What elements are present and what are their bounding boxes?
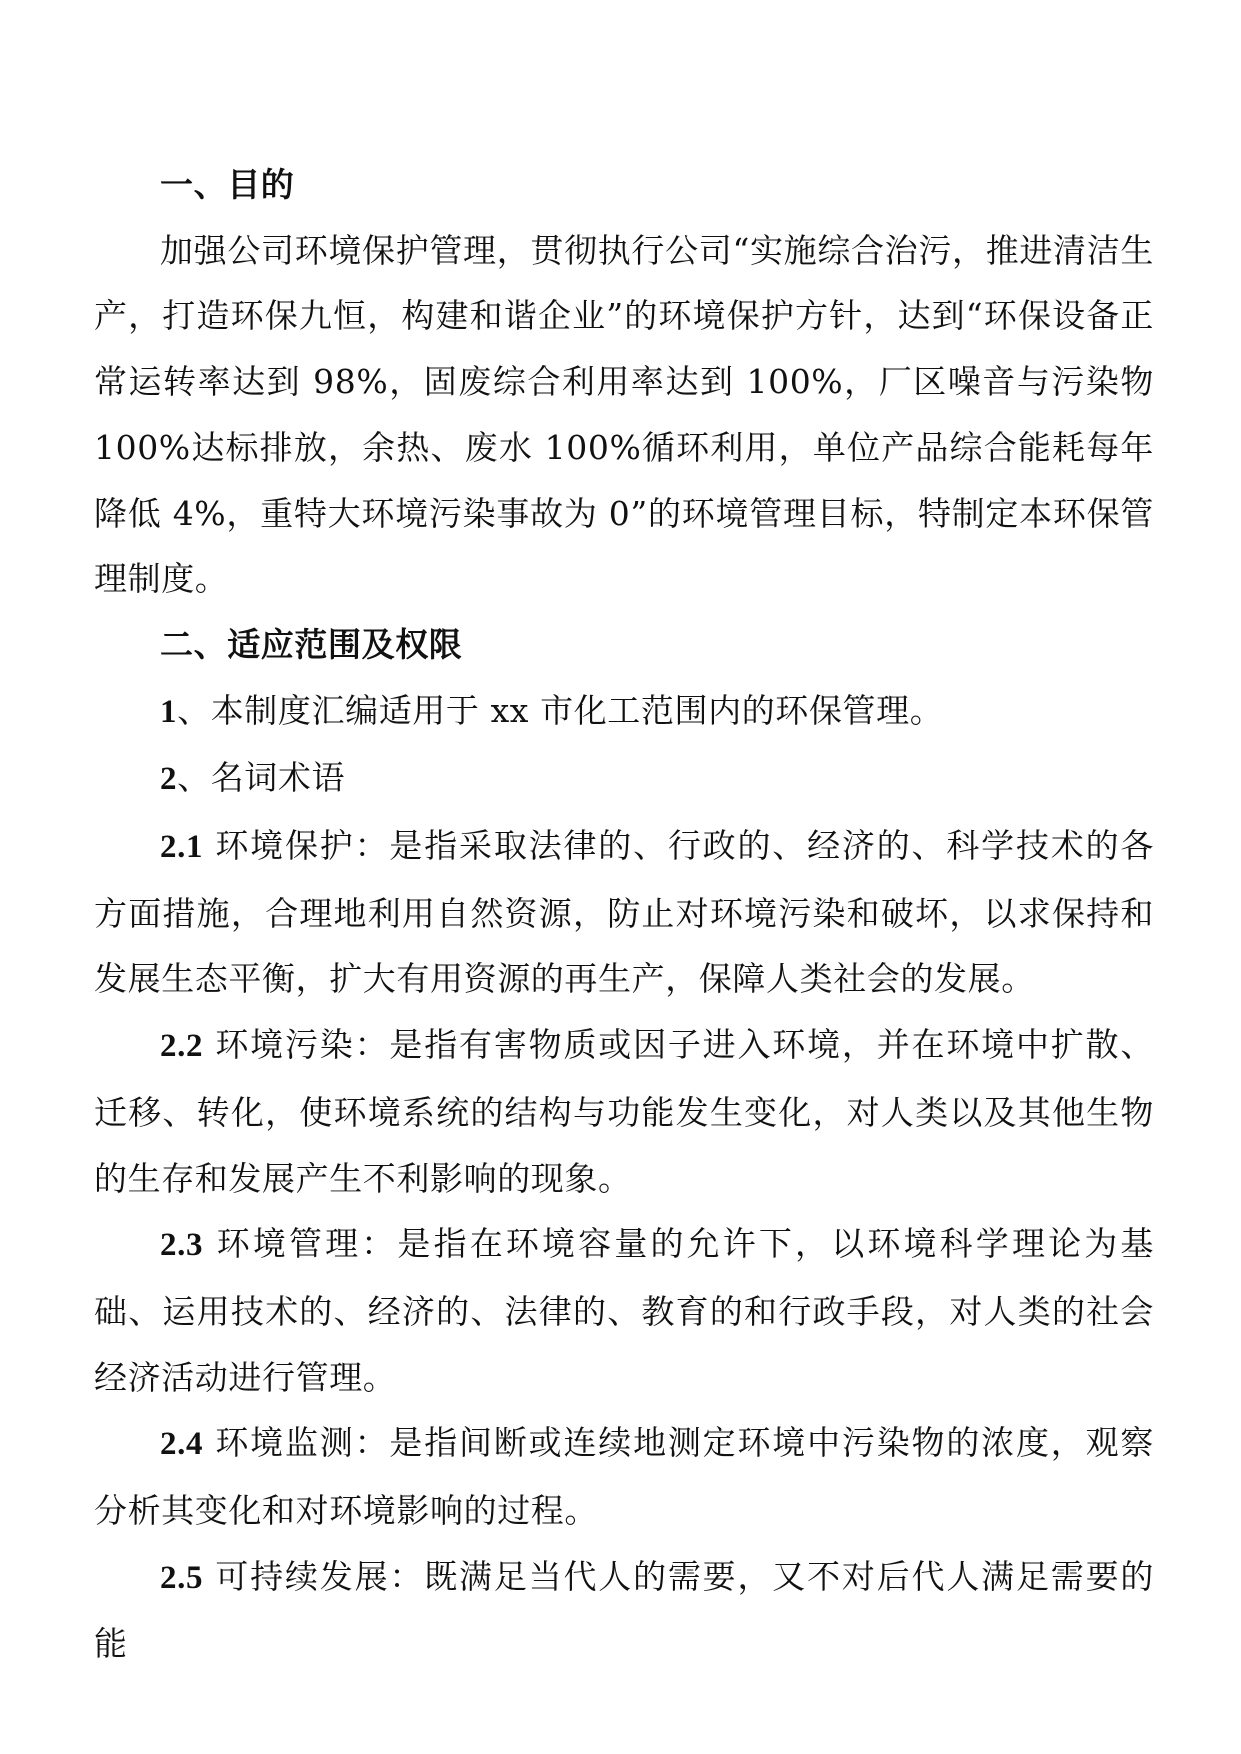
definition-text: 环境管理：是指在环境容量的允许下，以环境科学理论为基础、运用技术的、经济的、法律的、教育的和行政手段，对人类的社会经济活动进行管理。: [94, 1224, 1154, 1397]
definition-2-3: [94, 1211, 1154, 1410]
definition-number: 2.4: [160, 1426, 204, 1463]
definition-text: 环境污染：是指有害物质或因子进入环境，并在环境中扩散、迁移、转化，使环境系统的结构与功能发生变化，对人类以及其他生物的生存和发展产生不利影响的现象。: [94, 1025, 1154, 1198]
definition-number: 2.2: [160, 1028, 204, 1065]
item-number: 1: [160, 693, 178, 730]
scope-item-2: [94, 745, 1154, 813]
document-page: [94, 152, 1154, 1677]
scope-item-1: [94, 678, 1154, 746]
definition-2-2: [94, 1012, 1154, 1211]
definition-text: 环境保护：是指采取法律的、行政的、经济的、科学技术的各方面措施，合理地利用自然资源，防止对环境污染和破坏，以求保持和发展生态平衡，扩大有用资源的再生产，保障人类社会的发展。: [94, 826, 1154, 999]
section-heading-purpose: 一、目的: [160, 165, 295, 204]
definition-number: 2.1: [160, 829, 204, 866]
item-text: 、名词术语: [177, 758, 346, 798]
definition-text: 环境监测：是指间断或连续地测定环境中污染物的浓度，观察分析其变化和对环境影响的过程。: [94, 1423, 1154, 1531]
item-text: 、本制度汇编适用于 xx 市化工范围内的环保管理。: [177, 690, 944, 730]
definition-number: 2.3: [160, 1227, 204, 1264]
definition-text: 可持续发展：既满足当代人的需要，又不对后代人满足需要的能: [94, 1556, 1154, 1664]
definition-2-5: [94, 1544, 1154, 1677]
purpose-paragraph: 加强公司环境保护管理，贯彻执行公司“实施综合治污，推进清洁生产，打造环保九恒，构建和谐企业”的环境保护方针，达到“环保设备正常运转率达到 98%，固废综合利用率达到 100%，厂区噪音与污染物 100%达标排放，余热、废水 100%循环利用，单位产品综合能耗每年降低 4%，重特大环境污染事故为 0”的环境管理目标，特制定本环保管理制度。: [94, 230, 1154, 599]
definition-2-1: [94, 813, 1154, 1012]
definition-number: 2.5: [160, 1559, 204, 1596]
section-heading-scope: 二、适应范围及权限: [160, 624, 463, 664]
definition-2-4: [94, 1410, 1154, 1543]
item-number: 2: [160, 761, 178, 798]
